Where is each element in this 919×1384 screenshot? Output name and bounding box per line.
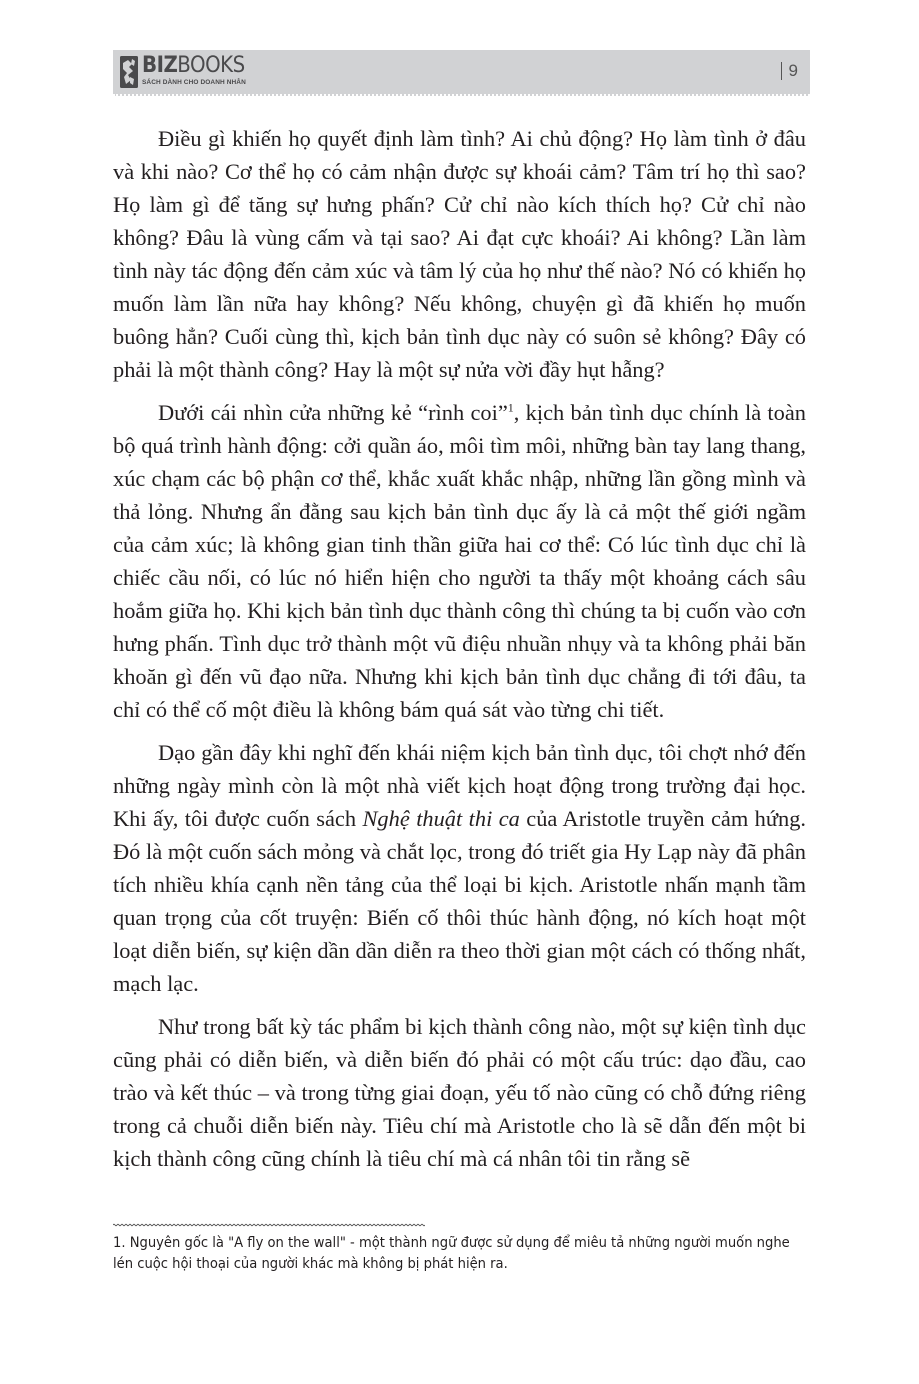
book-title-italic: Nghệ thuật thi ca	[362, 806, 520, 831]
page-number: 9	[781, 62, 798, 80]
paragraph-3-text-before: Dạo gần đây khi nghĩ đến khái niệm kịch bản tình dục, tôi chợt nhớ đến những ngày mình còn là một nhà viết kịch hoạt động trong trường đại học. Khi ấy, tôi được cuốn sách	[113, 740, 806, 831]
brand-name-bold: BIZ	[142, 53, 178, 78]
bizbooks-logo	[119, 55, 246, 91]
paragraph-3	[113, 736, 806, 1000]
paragraph-3-text-after: của Aristotle truyền cảm hứng. Đó là một cuốn sách mỏng và chắt lọc, trong đó triết gia Hy Lạp này đã phân tích nhiều khía cạnh nền tảng của thể loại bi kịch. Aristotle nhấn mạnh tầm quan trọng của cốt truyện: Biến cố thôi thúc hành động, nó kích hoạt một loạt diễn biến, sự kiện dần dần diễn ra theo thời gian một cách có thống nhất, mạch lạc.	[113, 806, 807, 996]
paragraph-1-text: Điều gì khiến họ quyết định làm tình? Ai chủ động? Họ làm tình ở đâu và khi nào? Cơ thể họ có cảm nhận được sự khoái cảm? Tâm trí họ thì sao? Họ làm gì để tăng sự hưng phấn? Cử chỉ nào kích thích họ? Cử chỉ nào không? Đâu là vùng cấm và tại sao? Ai đạt cực khoái? Ai không? Lần làm tình này tác động đến cảm xúc và tâm lý của họ như thế nào? Nó có khiến họ muốn làm lần nữa hay không? Nếu không, chuyện gì đã khiến họ muốn buông hẳn? Cuối cùng thì, kịch bản tình dục này có suôn sẻ không? Đây có phải là một thành công? Hay là một sự nửa vời đầy hụt hẫng?	[113, 126, 806, 382]
paragraph-4	[113, 1010, 806, 1175]
running-header	[113, 50, 810, 96]
book-logo-icon	[119, 55, 139, 89]
footnote-separator	[113, 1222, 425, 1228]
footnote-reference[interactable]: 1	[507, 400, 514, 415]
paragraph-2-text-before: Dưới cái nhìn cửa những kẻ “rình coi”	[158, 400, 508, 425]
paragraph-1	[113, 122, 806, 386]
brand-name	[142, 55, 246, 77]
brand-tagline: SÁCH DÀNH CHO DOANH NHÂN	[142, 79, 246, 86]
body-text	[113, 122, 806, 1185]
footnote: 1. Nguyên gốc là "A fly on the wall" - một thành ngữ được sử dụng để miêu tả những người muốn nghe lén cuộc hội thoại của người khác mà không bị phát hiện ra.	[113, 1234, 790, 1272]
paragraph-2	[113, 396, 806, 726]
paragraph-2-text-after: , kịch bản tình dục chính là toàn bộ quá trình hành động: cởi quần áo, môi tìm môi, những bàn tay lang thang, xúc chạm các bộ phận cơ thể, khắc xuất khắc nhập, những lần gồng mình và thả lỏng. Nhưng ẩn đằng sau kịch bản tình dục ấy là cả một thế giới ngầm của cảm xúc; là không gian tinh thần giữa hai cơ thể: Có lúc tình dục chỉ là chiếc cầu nối, có lúc nó hiển hiện cho người ta thấy một khoảng cách sâu hoắm giữa họ. Khi kịch bản tình dục thành công thì chúng ta bị cuốn vào cơn hưng phấn. Tình dục trở thành một vũ điệu nhuần nhụy và ta không phải băn khoăn gì đến vũ đạo nữa. Nhưng khi kịch bản tình dục chẳng đi tới đâu, ta chỉ có thể cố một điều là không bám quá sát vào từng chi tiết.	[113, 400, 806, 722]
brand-name-light: BOOKS	[177, 53, 245, 78]
paragraph-4-text: Như trong bất kỳ tác phẩm bi kịch thành công nào, một sự kiện tình dục cũng phải có diễn biến, và diễn biến đó phải có một cấu trúc: dạo đầu, cao trào và kết thúc – và trong từng giai đoạn, yếu tố nào cũng có chỗ đứng riêng trong cả chuỗi diễn biến này. Tiêu chí mà Aristotle cho là sẽ dẫn đến một bi kịch thành công cũng chính là tiêu chí mà cá nhân tôi tin rằng sẽ	[113, 1014, 806, 1171]
